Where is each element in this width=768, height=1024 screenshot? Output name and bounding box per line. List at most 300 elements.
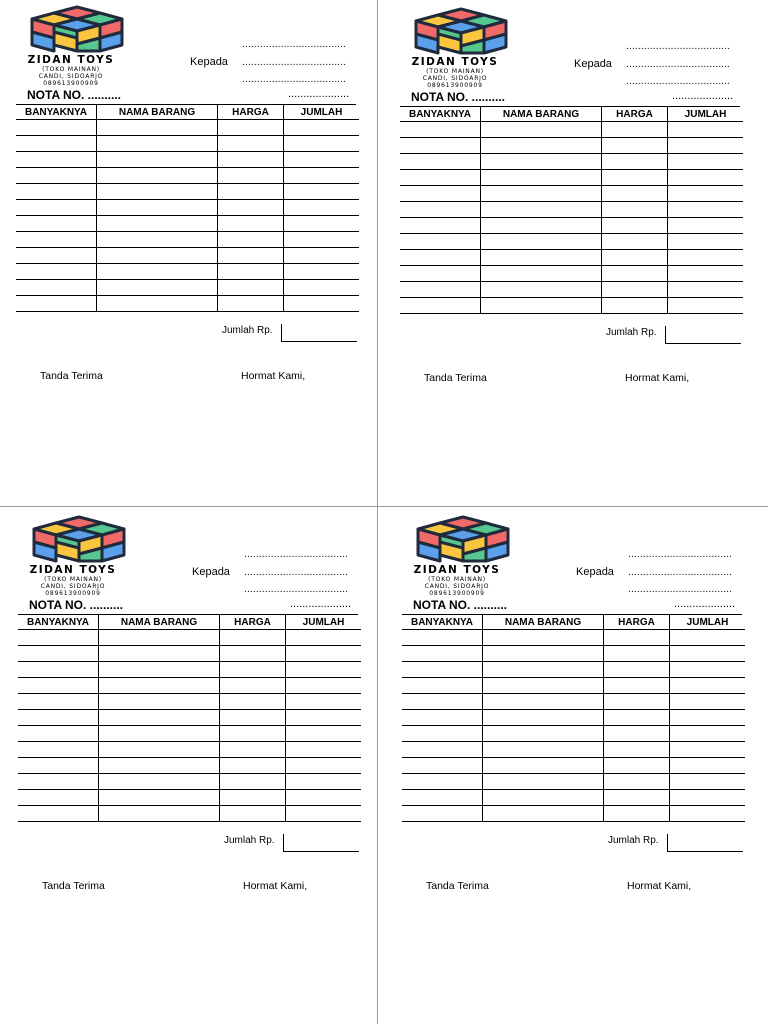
store-subtitle: (TOKO MAINAN) (44, 576, 102, 583)
total-amount-field[interactable] (667, 834, 743, 852)
column-header-banyaknya: BANYAKNYA (18, 615, 99, 630)
price-cell[interactable] (220, 710, 286, 726)
item-name-cell[interactable] (483, 694, 604, 710)
qty-cell[interactable] (400, 266, 481, 282)
qty-cell[interactable] (402, 630, 483, 646)
invoice-form (384, 2, 768, 514)
amount-cell[interactable] (670, 646, 746, 662)
qty-cell[interactable] (400, 298, 481, 314)
item-name-cell[interactable] (483, 790, 604, 806)
column-header-jumlah: JUMLAH (284, 105, 360, 120)
amount-cell[interactable] (670, 710, 746, 726)
column-header-harga: HARGA (602, 107, 668, 122)
total-amount-field[interactable] (281, 324, 357, 342)
qty-cell[interactable] (402, 646, 483, 662)
price-cell[interactable] (604, 742, 670, 758)
store-name: ZIDAN TOYS (29, 564, 117, 576)
table-row (402, 678, 745, 694)
price-cell[interactable] (602, 186, 668, 202)
column-header-jumlah: JUMLAH (668, 107, 744, 122)
table-row (16, 264, 359, 280)
qty-cell[interactable] (400, 282, 481, 298)
amount-cell[interactable] (670, 742, 746, 758)
table-row (16, 200, 359, 216)
amount-cell[interactable] (668, 138, 744, 154)
qty-cell[interactable] (402, 710, 483, 726)
item-name-cell[interactable] (99, 678, 220, 694)
invoice-form (0, 0, 384, 512)
signature-receiver: Tanda Terima (40, 370, 103, 382)
column-header-nama-barang: NAMA BARANG (481, 107, 602, 122)
recipient-line-3[interactable]: ................................... (244, 584, 349, 595)
recipient-line-2[interactable]: ................................... (242, 57, 347, 68)
qty-cell[interactable] (16, 200, 97, 216)
item-name-cell[interactable] (481, 266, 602, 282)
amount-cell[interactable] (286, 694, 362, 710)
column-header-nama-barang: NAMA BARANG (99, 615, 220, 630)
amount-cell[interactable] (286, 710, 362, 726)
price-cell[interactable] (602, 154, 668, 170)
price-cell[interactable] (604, 678, 670, 694)
amount-cell[interactable] (286, 774, 362, 790)
amount-cell[interactable] (668, 202, 744, 218)
table-row (400, 218, 743, 234)
table-row (400, 186, 743, 202)
kepada-label: Kepada (192, 566, 230, 578)
qty-cell[interactable] (18, 758, 99, 774)
amount-cell[interactable] (284, 280, 360, 296)
price-cell[interactable] (602, 138, 668, 154)
total-label: Jumlah Rp. (222, 325, 273, 336)
store-address: CANDI, SIDOARJO (40, 583, 106, 590)
item-name-cell[interactable] (97, 296, 218, 312)
item-name-cell[interactable] (97, 184, 218, 200)
qty-cell[interactable] (402, 662, 483, 678)
amount-cell[interactable] (670, 630, 746, 646)
table-row (400, 234, 743, 250)
signature-sender: Hormat Kami, (243, 880, 308, 892)
amount-cell[interactable] (670, 678, 746, 694)
qty-cell[interactable] (18, 710, 99, 726)
table-row (18, 662, 361, 678)
store-subtitle: (TOKO MAINAN) (42, 66, 100, 73)
item-name-cell[interactable] (99, 758, 220, 774)
toy-cube-icon (32, 514, 126, 564)
price-cell[interactable] (604, 662, 670, 678)
price-cell[interactable] (220, 806, 286, 822)
recipient-line-2[interactable]: ................................... (244, 567, 349, 578)
amount-cell[interactable] (284, 184, 360, 200)
item-name-cell[interactable] (483, 678, 604, 694)
item-name-cell[interactable] (483, 774, 604, 790)
qty-cell[interactable] (402, 726, 483, 742)
qty-cell[interactable] (400, 122, 481, 138)
price-cell[interactable] (220, 758, 286, 774)
amount-cell[interactable] (286, 790, 362, 806)
item-name-cell[interactable] (483, 630, 604, 646)
price-cell[interactable] (602, 266, 668, 282)
recipient-line-2[interactable]: ................................... (628, 567, 733, 578)
item-name-cell[interactable] (97, 216, 218, 232)
nota-date-line[interactable]: .................... (290, 598, 352, 610)
table-row (16, 152, 359, 168)
amount-cell[interactable] (668, 298, 744, 314)
amount-cell[interactable] (668, 186, 744, 202)
toy-cube-icon (416, 514, 510, 564)
price-cell[interactable] (602, 234, 668, 250)
amount-cell[interactable] (668, 122, 744, 138)
price-cell[interactable] (220, 646, 286, 662)
price-cell[interactable] (602, 250, 668, 266)
amount-cell[interactable] (286, 646, 362, 662)
qty-cell[interactable] (16, 296, 97, 312)
price-cell[interactable] (220, 678, 286, 694)
price-cell[interactable] (604, 694, 670, 710)
amount-cell[interactable] (670, 726, 746, 742)
column-header-harga: HARGA (218, 105, 284, 120)
amount-cell[interactable] (284, 264, 360, 280)
qty-cell[interactable] (400, 234, 481, 250)
amount-cell[interactable] (668, 234, 744, 250)
recipient-line-1[interactable]: ................................... (626, 41, 731, 52)
column-header-banyaknya: BANYAKNYA (16, 105, 97, 120)
qty-cell[interactable] (16, 248, 97, 264)
amount-cell[interactable] (670, 758, 746, 774)
item-name-cell[interactable] (97, 152, 218, 168)
amount-cell[interactable] (670, 790, 746, 806)
item-name-cell[interactable] (97, 280, 218, 296)
store-logo (402, 514, 512, 597)
item-name-cell[interactable] (97, 120, 218, 136)
item-name-cell[interactable] (97, 264, 218, 280)
table-row (400, 154, 743, 170)
price-cell[interactable] (220, 774, 286, 790)
signature-sender: Hormat Kami, (241, 370, 306, 382)
item-name-cell[interactable] (99, 630, 220, 646)
qty-cell[interactable] (16, 216, 97, 232)
item-name-cell[interactable] (481, 122, 602, 138)
recipient-line-3[interactable]: ................................... (626, 76, 731, 87)
item-name-cell[interactable] (97, 136, 218, 152)
qty-cell[interactable] (400, 218, 481, 234)
qty-cell[interactable] (16, 280, 97, 296)
price-cell[interactable] (602, 282, 668, 298)
qty-cell[interactable] (16, 168, 97, 184)
item-name-cell[interactable] (99, 726, 220, 742)
qty-cell[interactable] (402, 774, 483, 790)
amount-cell[interactable] (670, 694, 746, 710)
table-row (402, 806, 745, 822)
table-row (400, 282, 743, 298)
price-cell[interactable] (604, 726, 670, 742)
item-name-cell[interactable] (483, 726, 604, 742)
table-row (402, 646, 745, 662)
item-name-cell[interactable] (99, 774, 220, 790)
table-row (18, 806, 361, 822)
price-cell[interactable] (218, 248, 284, 264)
table-row (402, 630, 745, 646)
recipient-line-1[interactable]: ................................... (242, 39, 347, 50)
price-cell[interactable] (218, 296, 284, 312)
price-cell[interactable] (218, 280, 284, 296)
qty-cell[interactable] (18, 774, 99, 790)
signature-sender: Hormat Kami, (625, 372, 690, 384)
toy-cube-icon (414, 6, 508, 56)
column-header-nama-barang: NAMA BARANG (483, 615, 604, 630)
nota-date-line[interactable]: .................... (674, 598, 736, 610)
qty-cell[interactable] (16, 264, 97, 280)
table-header-row (402, 615, 745, 630)
amount-cell[interactable] (284, 296, 360, 312)
price-cell[interactable] (218, 264, 284, 280)
qty-cell[interactable] (402, 758, 483, 774)
store-subtitle: (TOKO MAINAN) (426, 68, 484, 75)
table-header-row (18, 615, 361, 630)
table-row (18, 742, 361, 758)
table-row (402, 662, 745, 678)
table-header-row (400, 107, 743, 122)
nota-number: NOTA NO. .......... (29, 598, 124, 612)
column-header-nama-barang: NAMA BARANG (97, 105, 218, 120)
item-name-cell[interactable] (483, 758, 604, 774)
amount-cell[interactable] (286, 726, 362, 742)
column-header-jumlah: JUMLAH (670, 615, 746, 630)
amount-cell[interactable] (668, 218, 744, 234)
qty-cell[interactable] (400, 186, 481, 202)
item-name-cell[interactable] (99, 646, 220, 662)
qty-cell[interactable] (400, 154, 481, 170)
price-cell[interactable] (604, 758, 670, 774)
table-row (16, 296, 359, 312)
amount-cell[interactable] (286, 806, 362, 822)
item-name-cell[interactable] (97, 200, 218, 216)
signature-sender: Hormat Kami, (627, 880, 692, 892)
amount-cell[interactable] (286, 630, 362, 646)
item-name-cell[interactable] (99, 662, 220, 678)
item-name-cell[interactable] (481, 282, 602, 298)
column-header-harga: HARGA (604, 615, 670, 630)
price-cell[interactable] (220, 726, 286, 742)
table-row (18, 758, 361, 774)
table-row (402, 726, 745, 742)
price-cell[interactable] (604, 630, 670, 646)
amount-cell[interactable] (668, 282, 744, 298)
table-row (400, 202, 743, 218)
column-header-harga: HARGA (220, 615, 286, 630)
recipient-line-3[interactable]: ................................... (628, 584, 733, 595)
store-phone: 089613900909 (45, 590, 101, 597)
qty-cell[interactable] (402, 678, 483, 694)
item-name-cell[interactable] (481, 218, 602, 234)
price-cell[interactable] (602, 170, 668, 186)
price-cell[interactable] (218, 120, 284, 136)
price-cell[interactable] (218, 200, 284, 216)
total-amount-field[interactable] (283, 834, 359, 852)
price-cell[interactable] (218, 136, 284, 152)
store-logo (400, 6, 510, 89)
amount-cell[interactable] (286, 742, 362, 758)
qty-cell[interactable] (400, 202, 481, 218)
item-name-cell[interactable] (481, 250, 602, 266)
amount-cell[interactable] (284, 136, 360, 152)
price-cell[interactable] (602, 298, 668, 314)
nota-date-line[interactable]: .................... (288, 88, 350, 100)
qty-cell[interactable] (18, 790, 99, 806)
table-row (400, 250, 743, 266)
amount-cell[interactable] (286, 678, 362, 694)
amount-cell[interactable] (668, 250, 744, 266)
table-row (18, 646, 361, 662)
price-cell[interactable] (218, 216, 284, 232)
store-address: CANDI, SIDOARJO (38, 73, 104, 80)
table-header-row (16, 105, 359, 120)
qty-cell[interactable] (16, 184, 97, 200)
total-label: Jumlah Rp. (608, 835, 659, 846)
price-cell[interactable] (604, 774, 670, 790)
qty-cell[interactable] (402, 806, 483, 822)
items-table (18, 615, 361, 822)
amount-cell[interactable] (286, 758, 362, 774)
store-address: CANDI, SIDOARJO (422, 75, 488, 82)
amount-cell[interactable] (670, 806, 746, 822)
table-row (400, 266, 743, 282)
item-name-cell[interactable] (481, 154, 602, 170)
amount-cell[interactable] (284, 120, 360, 136)
price-cell[interactable] (220, 742, 286, 758)
item-name-cell[interactable] (97, 232, 218, 248)
amount-cell[interactable] (284, 216, 360, 232)
qty-cell[interactable] (16, 232, 97, 248)
table-row (16, 120, 359, 136)
items-table (16, 105, 359, 312)
table-row (402, 694, 745, 710)
price-cell[interactable] (604, 710, 670, 726)
amount-cell[interactable] (284, 200, 360, 216)
price-cell[interactable] (602, 122, 668, 138)
price-cell[interactable] (218, 184, 284, 200)
qty-cell[interactable] (18, 742, 99, 758)
item-name-cell[interactable] (483, 710, 604, 726)
item-name-cell[interactable] (481, 186, 602, 202)
amount-cell[interactable] (284, 152, 360, 168)
item-name-cell[interactable] (483, 806, 604, 822)
store-logo (18, 514, 128, 597)
price-cell[interactable] (602, 202, 668, 218)
amount-cell[interactable] (668, 154, 744, 170)
price-cell[interactable] (220, 630, 286, 646)
item-name-cell[interactable] (483, 742, 604, 758)
item-name-cell[interactable] (481, 138, 602, 154)
recipient-line-2[interactable]: ................................... (626, 59, 731, 70)
amount-cell[interactable] (668, 266, 744, 282)
price-cell[interactable] (604, 646, 670, 662)
qty-cell[interactable] (400, 250, 481, 266)
item-name-cell[interactable] (99, 694, 220, 710)
qty-cell[interactable] (18, 678, 99, 694)
store-name: ZIDAN TOYS (413, 564, 501, 576)
table-row (18, 790, 361, 806)
qty-cell[interactable] (18, 630, 99, 646)
qty-cell[interactable] (402, 694, 483, 710)
qty-cell[interactable] (402, 742, 483, 758)
price-cell[interactable] (220, 790, 286, 806)
table-row (400, 122, 743, 138)
item-name-cell[interactable] (481, 202, 602, 218)
qty-cell[interactable] (18, 662, 99, 678)
amount-cell[interactable] (284, 232, 360, 248)
price-cell[interactable] (220, 662, 286, 678)
store-phone: 089613900909 (427, 82, 483, 89)
table-row (16, 232, 359, 248)
qty-cell[interactable] (402, 790, 483, 806)
qty-cell[interactable] (18, 806, 99, 822)
table-row (18, 678, 361, 694)
amount-cell[interactable] (668, 170, 744, 186)
qty-cell[interactable] (18, 694, 99, 710)
table-row (16, 248, 359, 264)
table-row (18, 710, 361, 726)
item-name-cell[interactable] (99, 806, 220, 822)
nota-date-line[interactable]: .................... (672, 90, 734, 102)
recipient-line-3[interactable]: ................................... (242, 74, 347, 85)
amount-cell[interactable] (284, 168, 360, 184)
item-name-cell[interactable] (97, 248, 218, 264)
qty-cell[interactable] (18, 646, 99, 662)
amount-cell[interactable] (670, 774, 746, 790)
item-name-cell[interactable] (483, 662, 604, 678)
item-name-cell[interactable] (483, 646, 604, 662)
item-name-cell[interactable] (481, 234, 602, 250)
total-amount-field[interactable] (665, 326, 741, 344)
price-cell[interactable] (604, 790, 670, 806)
recipient-line-1[interactable]: ................................... (244, 549, 349, 560)
item-name-cell[interactable] (481, 170, 602, 186)
item-name-cell[interactable] (99, 710, 220, 726)
table-row (402, 774, 745, 790)
item-name-cell[interactable] (99, 790, 220, 806)
price-cell[interactable] (220, 694, 286, 710)
kepada-label: Kepada (190, 56, 228, 68)
price-cell[interactable] (218, 152, 284, 168)
amount-cell[interactable] (284, 248, 360, 264)
total-label: Jumlah Rp. (606, 327, 657, 338)
qty-cell[interactable] (400, 170, 481, 186)
price-cell[interactable] (218, 232, 284, 248)
table-row (402, 742, 745, 758)
toy-cube-icon (30, 4, 124, 54)
item-name-cell[interactable] (97, 168, 218, 184)
qty-cell[interactable] (400, 138, 481, 154)
item-name-cell[interactable] (99, 742, 220, 758)
column-header-jumlah: JUMLAH (286, 615, 362, 630)
recipient-line-1[interactable]: ................................... (628, 549, 733, 560)
qty-cell[interactable] (16, 120, 97, 136)
qty-cell[interactable] (18, 726, 99, 742)
table-row (18, 726, 361, 742)
item-name-cell[interactable] (481, 298, 602, 314)
qty-cell[interactable] (16, 152, 97, 168)
amount-cell[interactable] (670, 662, 746, 678)
column-header-banyaknya: BANYAKNYA (402, 615, 483, 630)
qty-cell[interactable] (16, 136, 97, 152)
invoice-form (2, 510, 386, 1022)
price-cell[interactable] (218, 168, 284, 184)
items-table (402, 615, 745, 822)
price-cell[interactable] (602, 218, 668, 234)
table-row (400, 298, 743, 314)
amount-cell[interactable] (286, 662, 362, 678)
price-cell[interactable] (604, 806, 670, 822)
